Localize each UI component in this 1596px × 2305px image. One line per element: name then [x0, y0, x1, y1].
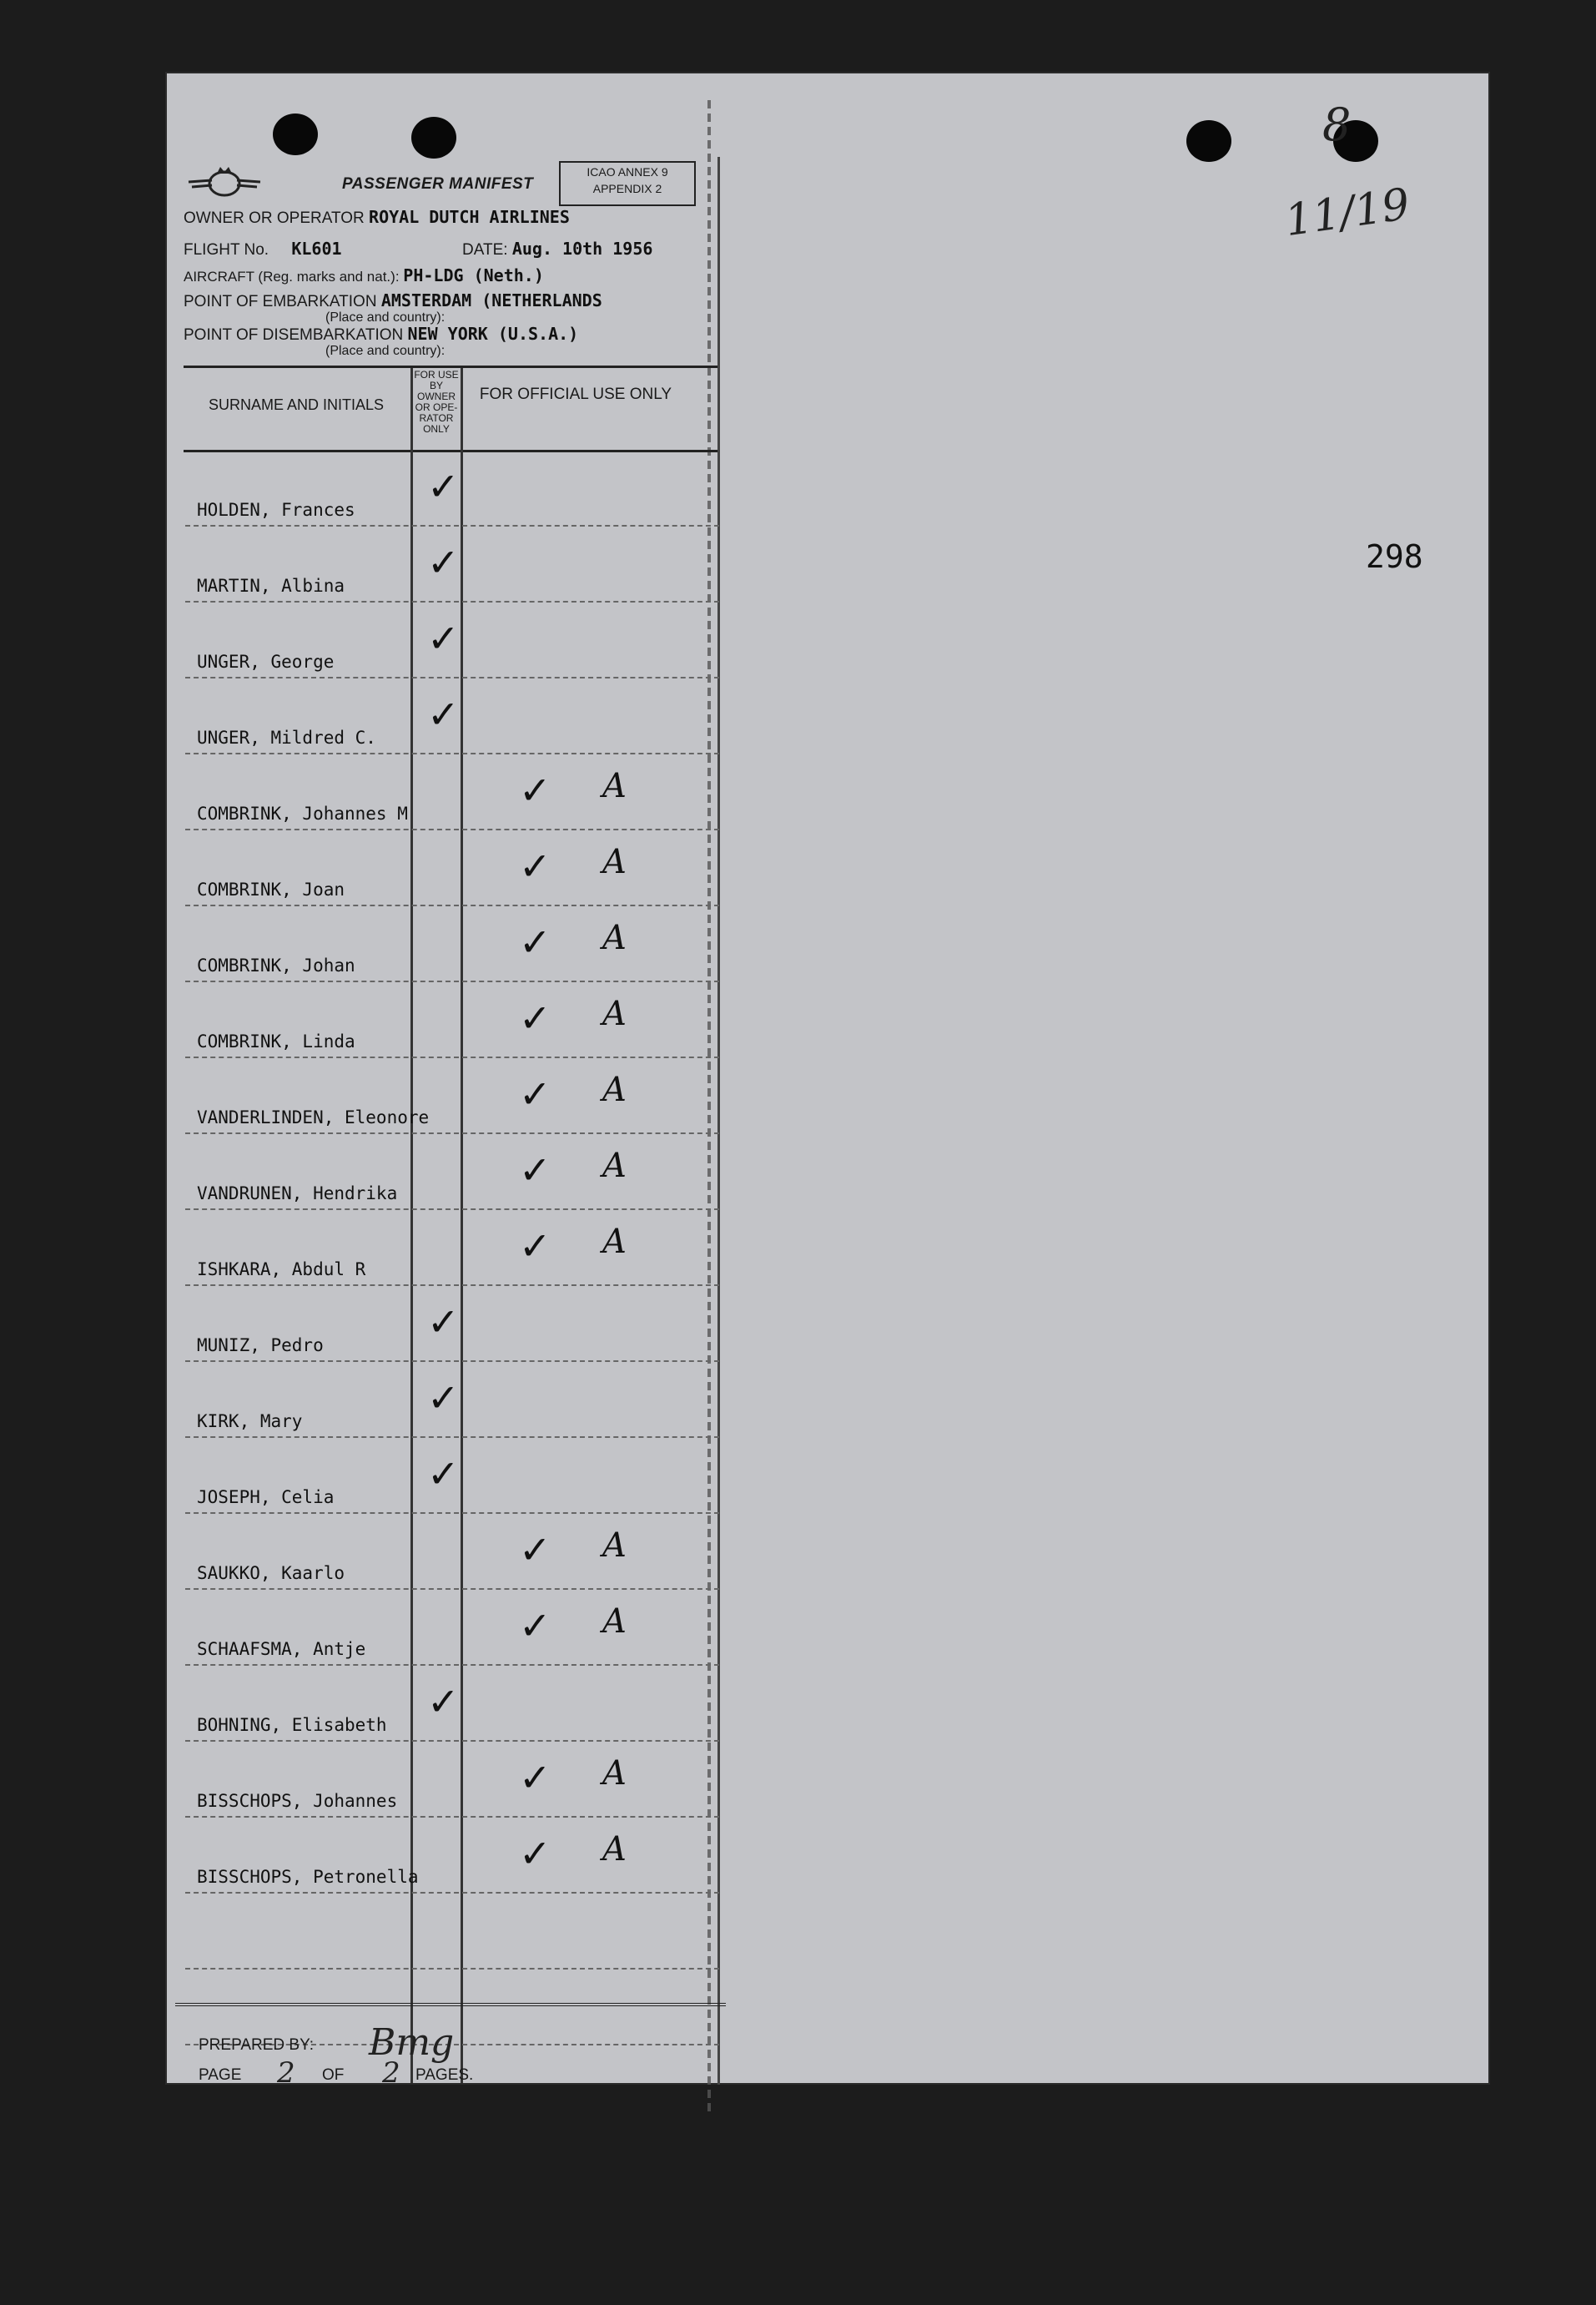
owner-label: OWNER OR OPERATOR — [184, 209, 365, 227]
passenger-name: VANDRUNEN, Hendrika — [197, 1183, 398, 1203]
empty-row — [185, 1892, 719, 1970]
col-official-header: FOR OFFICIAL USE ONLY — [479, 386, 672, 403]
official-mark: A — [602, 767, 627, 805]
punch-hole — [1186, 120, 1231, 162]
disembarkation-sub: (Place and country): — [325, 344, 446, 358]
official-mark: A — [602, 1223, 627, 1261]
passenger-name: COMBRINK, Johan — [197, 956, 355, 976]
aircraft-value: PH-LDG (Neth.) — [403, 265, 544, 285]
form-title: PASSENGER MANIFEST — [342, 175, 534, 193]
punch-hole — [411, 117, 456, 159]
aircraft-row — [184, 265, 544, 285]
official-mark: A — [602, 995, 627, 1033]
icao-box — [559, 161, 696, 206]
official-mark: A — [602, 919, 627, 957]
passenger-name: JOSEPH, Celia — [197, 1487, 335, 1507]
check-mark: ✓ — [519, 1755, 551, 1800]
corner-number: 8 — [1322, 98, 1352, 151]
table-header — [184, 366, 717, 452]
form-footer — [175, 2003, 726, 2088]
table-row — [185, 1360, 719, 1438]
passenger-name: UNGER, Mildred C. — [197, 728, 376, 748]
table-row — [185, 449, 719, 527]
table-row — [185, 981, 719, 1058]
icao-appendix: APPENDIX 2 — [592, 182, 662, 195]
passenger-name: SCHAAFSMA, Antje — [197, 1639, 366, 1659]
table-row — [185, 905, 719, 982]
col-operator-header: FOR USE BY OWNER OR OPE-RATOR ONLY — [414, 369, 459, 435]
table-row — [185, 829, 719, 906]
flight-label: FLIGHT No. — [184, 241, 269, 259]
table-row — [185, 753, 719, 830]
official-mark: A — [602, 1602, 627, 1641]
form-header — [175, 157, 717, 207]
disembarkation-value: NEW YORK (U.S.A.) — [407, 324, 579, 344]
embarkation-sub: (Place and country): — [325, 310, 446, 325]
pages-label: PAGES. — [415, 2066, 474, 2084]
klm-crown-logo — [187, 165, 262, 199]
check-mark: ✓ — [427, 1679, 460, 1724]
of-label: OF — [322, 2066, 345, 2084]
official-mark: A — [602, 1830, 627, 1869]
check-mark: ✓ — [519, 1072, 551, 1117]
passenger-name: BISSCHOPS, Johannes — [197, 1791, 398, 1811]
page-total: 2 — [382, 2056, 400, 2090]
passenger-name: BISSCHOPS, Petronella — [197, 1867, 419, 1887]
check-mark: ✓ — [427, 540, 460, 585]
table-row — [185, 1284, 719, 1362]
check-mark: ✓ — [519, 920, 551, 965]
passenger-name: HOLDEN, Frances — [197, 500, 355, 520]
table-row — [185, 1208, 719, 1286]
check-mark: ✓ — [427, 1299, 460, 1344]
passenger-name: ISHKARA, Abdul R — [197, 1259, 366, 1279]
page-label: PAGE — [199, 2066, 242, 2084]
check-mark: ✓ — [519, 1831, 551, 1876]
table-row — [185, 1664, 719, 1742]
punch-hole — [273, 113, 318, 155]
check-mark: ✓ — [519, 996, 551, 1041]
embarkation-label: POINT OF EMBARKATION — [184, 293, 377, 310]
prepared-by-signature: Bmg — [369, 2021, 455, 2064]
table-row — [185, 1436, 719, 1514]
stamp-number: 298 — [1366, 538, 1423, 575]
check-mark: ✓ — [519, 844, 551, 889]
table-row — [185, 1588, 719, 1666]
col-surname-header: SURNAME AND INITIALS — [208, 396, 385, 413]
passenger-name: COMBRINK, Johannes M — [197, 804, 408, 824]
check-mark: ✓ — [519, 1603, 551, 1648]
embarkation-value: AMSTERDAM (NETHERLANDS — [380, 290, 602, 310]
date-value: Aug. 10th 1956 — [511, 239, 653, 259]
flight-value: KL601 — [291, 239, 342, 259]
date-row — [462, 239, 652, 260]
table-row — [185, 1816, 719, 1894]
passenger-name: MARTIN, Albina — [197, 576, 345, 596]
check-mark: ✓ — [427, 616, 460, 661]
table-row — [185, 1512, 719, 1590]
official-mark: A — [602, 843, 627, 881]
check-mark: ✓ — [519, 1147, 551, 1193]
check-mark: ✓ — [427, 1451, 460, 1496]
official-mark: A — [602, 1526, 627, 1565]
icao-annex: ICAO ANNEX 9 — [587, 165, 668, 179]
date-label: DATE: — [462, 241, 508, 259]
owner-row — [184, 207, 570, 228]
passenger-name: SAUKKO, Kaarlo — [197, 1563, 345, 1583]
passenger-name: VANDERLINDEN, Eleonore — [197, 1107, 430, 1127]
official-mark: A — [602, 1147, 627, 1185]
embarkation-row — [184, 290, 602, 311]
table-row — [185, 601, 719, 678]
page-number: 2 — [277, 2056, 295, 2090]
official-mark: A — [602, 1071, 627, 1109]
passenger-name: COMBRINK, Linda — [197, 1031, 355, 1052]
passenger-name: KIRK, Mary — [197, 1411, 303, 1431]
table-row — [185, 1057, 719, 1134]
column-divider — [410, 368, 413, 450]
aircraft-label: AIRCRAFT (Reg. marks and nat.): — [184, 269, 400, 285]
table-row — [185, 677, 719, 754]
check-mark: ✓ — [519, 1223, 551, 1269]
check-mark: ✓ — [427, 1375, 460, 1420]
table-row — [185, 1740, 719, 1818]
table-row — [185, 525, 719, 603]
fraction-note: 11/19 — [1281, 179, 1413, 247]
owner-value: ROYAL DUTCH AIRLINES — [369, 207, 570, 227]
disembarkation-label: POINT OF DISEMBARKATION — [184, 326, 404, 344]
disembarkation-row — [184, 324, 578, 345]
check-mark: ✓ — [427, 692, 460, 737]
passenger-name: MUNIZ, Pedro — [197, 1335, 324, 1355]
passenger-name: UNGER, George — [197, 652, 335, 672]
check-mark: ✓ — [427, 464, 460, 509]
prepared-by-label: PREPARED BY: — [199, 2036, 314, 2054]
official-mark: A — [602, 1754, 627, 1793]
passenger-name: COMBRINK, Joan — [197, 880, 345, 900]
column-divider — [461, 368, 463, 450]
flight-row — [184, 239, 342, 260]
table-row — [185, 1132, 719, 1210]
check-mark: ✓ — [519, 1527, 551, 1572]
passenger-name: BOHNING, Elisabeth — [197, 1715, 387, 1735]
check-mark: ✓ — [519, 768, 551, 813]
